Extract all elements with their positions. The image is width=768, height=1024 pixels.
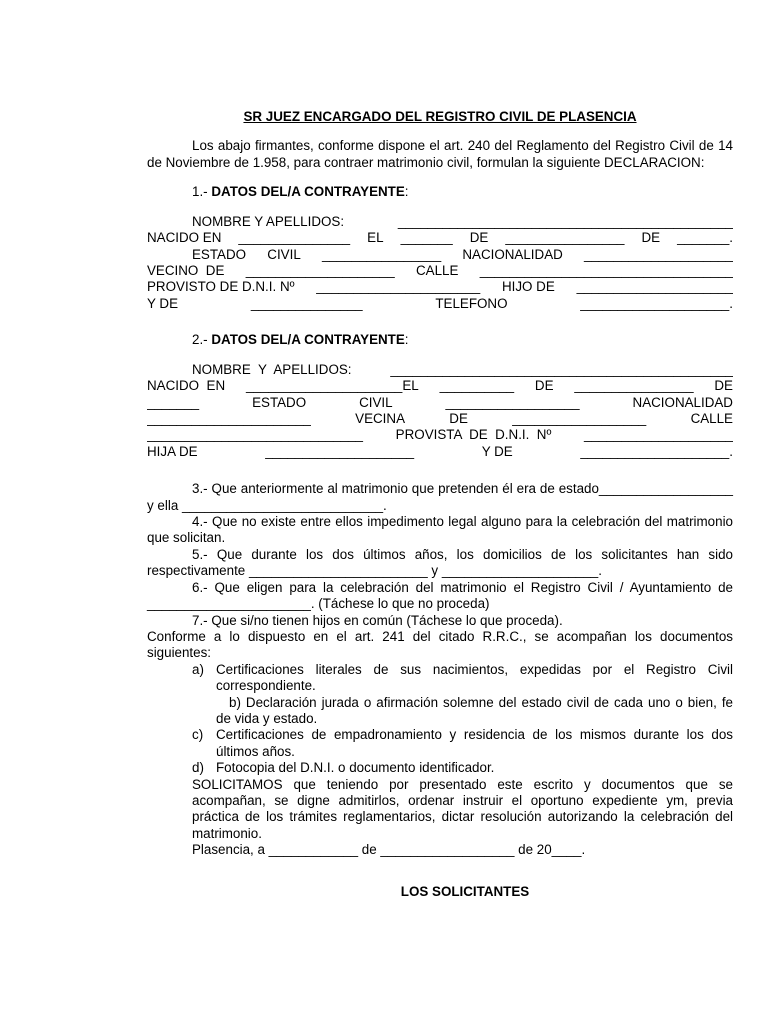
section2-line-1-part: ______________________________________________ [390, 361, 733, 377]
section1-line-2-part: DE [641, 230, 661, 246]
documents-list [147, 662, 733, 777]
section1-line-4-part: ____________________ [245, 263, 395, 278]
section2-line-6-part: ____________________. [580, 443, 733, 459]
section2-line-2-part: __________ [439, 378, 515, 394]
intro-paragraph: Los abajo firmantes, conforme dispone el art. 240 del Reglamento del Registro Civil de 14 de Noviembre de 1.958, para contraer matrimonio civil, formulan la siguiente DECLARACION: [147, 138, 733, 170]
section2-form [147, 362, 733, 460]
item-4: 4.- Que no existe entre ellos impedimento legal alguno para la celebración del matrimonio que solicitan. [147, 514, 733, 546]
section1-line-2-part: _______________ [238, 230, 351, 246]
section2-heading [147, 332, 733, 349]
section2-line-4-part: CALLE [690, 411, 733, 427]
section1-suffix: : [404, 184, 409, 200]
document-list-item [147, 727, 733, 760]
section1-line-6-part: Y DE [147, 295, 179, 311]
list-item-text: Certificaciones literales de sus nacimientos, expedidas por el Registro Civil correspondiente. [216, 661, 733, 694]
section1-line-3-part: ____________________ [584, 246, 733, 262]
section2-line-5-part: PROVISTA DE D.N.I. Nº [395, 427, 552, 443]
item-5: 5.- Que durante los dos últimos años, los domicilios de los solicitantes han sido respectivamente ________________________ y _____________________. [147, 546, 733, 579]
conforme-paragraph: Conforme a lo dispuesto en el art. 241 del citado R.R.C., se acompañan los documentos siguientes: [147, 628, 733, 661]
solicitamos-paragraph: SOLICITAMOS que teniendo por presentado este escrito y documentos que se acompañan, se digne admitirlos, ordenar instruir el oportuno expediente ym, previa práctica de los trámites reglamentarios, dictar resolución autorizando la celebración del matrimonio. [192, 776, 733, 841]
section2-line-5-part: ____________________ [584, 427, 733, 443]
section1-line-3-part: ESTADO [192, 246, 247, 262]
section2-line-6-part: Y DE [481, 443, 513, 459]
section1-line-1-part: _____________________________________________ [397, 213, 733, 229]
section1-line-4-part: __________________________________ [479, 263, 733, 278]
section1-line-6-part: ____________________. [580, 295, 733, 311]
section2-line-1 [147, 362, 733, 378]
section2-label: DATOS DEL/A CONTRAYENTE [211, 332, 405, 348]
section1-line-2-part: _______ [400, 230, 453, 246]
section2-suffix: : [404, 332, 409, 348]
list-marker: d) [192, 760, 204, 776]
section1-line-6 [147, 296, 733, 312]
section1-line-2 [147, 230, 733, 246]
section2-line-2-part: DE [534, 378, 554, 394]
section1-heading [147, 184, 733, 201]
section1-line-3-part: ________________ [321, 246, 442, 262]
signers-label: LOS SOLICITANTES [400, 883, 530, 899]
item-6: 6.- Que eligen para la celebración del matrimonio el Registro Civil / Ayuntamiento de ______________________. (Táchese lo que no proceda) [147, 579, 733, 612]
list-item-text: Certificaciones de empadronamiento y residencia de los mismos durante los dos últimos años. [216, 727, 733, 759]
section1-line-5-part: _____________________ [576, 279, 733, 295]
section2-line-3-part: __________________ [445, 394, 580, 410]
list-marker: a) [192, 661, 204, 677]
section2-line-2-part: DE [714, 378, 733, 394]
section2-line-6 [147, 444, 733, 460]
place-date-line: Plasencia, a ____________ de __________________ de 20____. [192, 842, 586, 858]
section1-line-3-part: NACIONALIDAD [462, 246, 563, 262]
section1-line-2-part: NACIDO EN [147, 230, 222, 246]
item-7: 7.- Que si/no tienen hijos en común (Táchese lo que proceda). [192, 612, 563, 628]
section2-line-2-part: ________________ [574, 378, 694, 394]
document-list-item [147, 695, 733, 728]
section2-line-2 [147, 378, 733, 394]
section1-line-2-part: EL [367, 230, 384, 246]
section2-line-3-part: _______ [147, 394, 200, 410]
section2-line-3-part: CIVIL [359, 394, 393, 410]
section1-line-5 [147, 279, 733, 295]
section1-label: DATOS DEL/A CONTRAYENTE [211, 184, 405, 200]
section1-line-4 [147, 263, 733, 279]
section1-line-2-part: _______. [677, 230, 733, 246]
section1-line-2-part: ________________ [505, 230, 625, 246]
section1-line-5-part: ______________________ [316, 279, 481, 295]
list-item-text: b) Declaración jurada o afirmación solemne del estado civil de cada uno o bien, fe de vida y estado. [216, 694, 733, 726]
section1-line-5-part: PROVISTO DE D.N.I. Nº [147, 279, 295, 295]
document-title: SR JUEZ ENCARGADO DEL REGISTRO CIVIL DE PLASENCIA [243, 109, 637, 124]
section2-line-2-part: _____________________EL [245, 378, 419, 394]
section1-line-5-part: HIJO DE [501, 279, 555, 295]
section2-number: 2.- [192, 332, 212, 348]
section2-line-3 [147, 395, 733, 411]
list-marker: c) [192, 727, 204, 743]
section2-line-4-part: VECINA [355, 411, 405, 427]
item-3: 3.- Que anteriormente al matrimonio que pretenden él era de estado__________________ y ella ___________________________. [147, 481, 733, 513]
document-list-item [147, 662, 733, 695]
section2-line-4 [147, 411, 733, 427]
section1-line-1 [147, 214, 733, 230]
section2-line-3-part: ESTADO [252, 394, 307, 410]
section1-line-6-part: _______________ [250, 295, 363, 311]
section2-line-6-part: ____________________ [265, 443, 415, 459]
section1-form [147, 214, 733, 312]
section2-line-4-part: ______________________ [147, 411, 311, 427]
section2-line-3-part: NACIONALIDAD [632, 394, 733, 410]
list-item-text: Fotocopia del D.N.I. o documento identificador. [216, 760, 495, 776]
section1-line-2-part: DE [469, 230, 489, 246]
section1-number: 1.- [192, 184, 212, 200]
section1-line-4-part: CALLE [416, 263, 459, 278]
section1-line-3 [147, 247, 733, 263]
document-list-item [147, 760, 733, 776]
section2-line-2-part: NACIDO EN [147, 378, 226, 394]
section2-line-4-part: __________________ [512, 411, 647, 427]
section1-line-6-part: TELEFONO [435, 295, 508, 311]
section1-line-4-part: VECINO DE [147, 263, 225, 278]
section2-line-4-part: DE [449, 411, 468, 427]
section2-line-5-part: _____________________________ [147, 427, 363, 443]
section2-line-5 [147, 427, 733, 443]
section1-line-1-part: NOMBRE Y APELLIDOS: [192, 213, 345, 229]
section2-line-6-part: HIJA DE [147, 443, 198, 459]
section1-line-3-part: CIVIL [267, 246, 301, 262]
section2-line-1-part: NOMBRE Y APELLIDOS: [192, 361, 352, 377]
